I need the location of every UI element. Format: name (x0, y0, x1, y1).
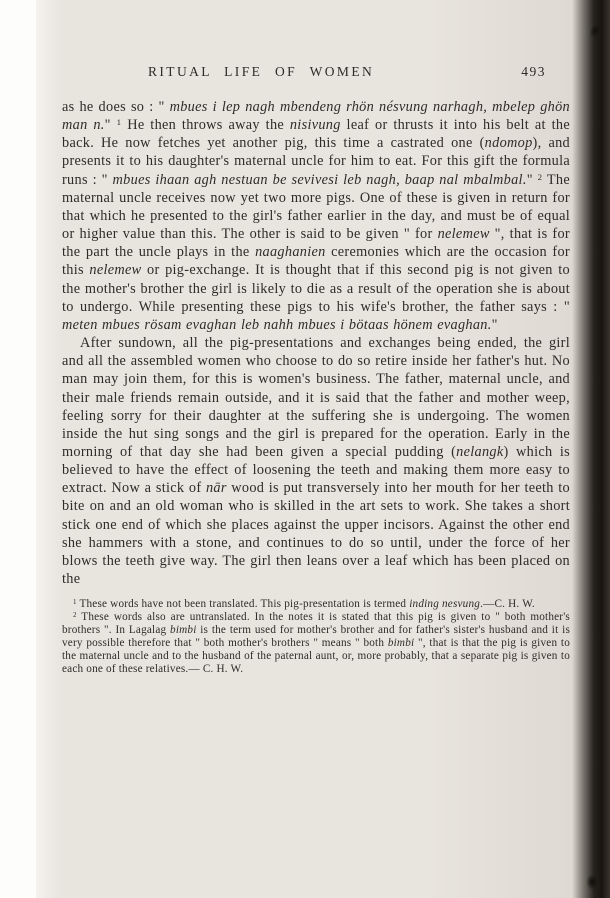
italic-term: ndomop (484, 135, 533, 152)
page-edge-shadow (572, 0, 610, 898)
footnotes (62, 598, 570, 675)
text-run: as he does so : " (62, 99, 170, 115)
text-run: " (104, 117, 117, 134)
page-content (62, 64, 570, 676)
page-number: 493 (521, 64, 546, 79)
text-run: ) which is believed to have the effect of loosening the teeth and making them more easy to extract. Now a stick of (62, 443, 570, 497)
italic-term: naaghanien (255, 244, 326, 261)
text-run: leaf or thrusts it into his belt at the back. He now fetches yet another pig, this time a castrated one ( (62, 117, 570, 152)
italic-term: mbues i lep nagh mbendeng rhön nésvung narhagh, mbelep ghön man n. (62, 99, 570, 134)
footnote-marker: 2 (73, 611, 77, 620)
text-run: These words have not been translated. This pig-presentation is termed (76, 598, 410, 611)
text-run: " (526, 171, 538, 188)
body-text (62, 98, 570, 588)
footnote-marker: 1 (116, 117, 122, 128)
italic-term: inding nesvung (409, 598, 481, 611)
paragraph (62, 98, 570, 334)
text-run: ceremonies which are the occasion for this (62, 244, 570, 279)
text-run: is the term used for mother's brother and for father's sister's husband and it is very possible therefore that " both mother's brothers " means " both (62, 624, 570, 649)
italic-term: mbues ihaan agh nestuan be sevivesi leb nagh, baap nal mbalmbal. (112, 171, 527, 188)
text-run: wood is put transversely into her mouth for her teeth to bite on and an old woman who is skilled in the art sets to work. She takes a short stick one end of which she places against the upper incisors. Against the other end she hammers with a stone, and continues to do so until, under the force of her blows the teeth give way. The girl then leans over a leaf which has been placed on the (62, 480, 570, 588)
italic-term: nār (205, 480, 227, 497)
text-run: ", that is that the pig is given to the maternal uncle and to the husband of the paternal aunt, or, more probably, that a separate pig is given to each one of these relatives.— C. H. W. (62, 636, 571, 675)
italic-term: nelangk (456, 443, 504, 460)
running-title: RITUAL LIFE OF WOMEN (148, 64, 375, 79)
italic-term: bimbi (170, 624, 197, 637)
text-run: ), and presents it to his daughter's maternal uncle for him to eat. For this gift the formula runs : " (62, 135, 570, 188)
text-run: ", that is for the part the uncle plays in the (62, 226, 570, 261)
italic-term: bimbi (387, 636, 415, 649)
text-run: " (491, 316, 498, 333)
italic-term: nelemew (437, 226, 490, 243)
footnote-marker: 1 (73, 598, 77, 607)
running-header (62, 64, 570, 84)
text-run: After sundown, all the pig-presentations and exchanges being ended, the girl and all the assembled women who choose to do so retire inside her father's hut. No man may join them, for this is women's business. The father, maternal uncle, and their male friends remain outside, and it is said that the father and mother weep, feeling sorry for their daughter at the suffering she is undergoing. The women inside the hut sing songs and the girl is prepared for the operation. Early in the morning of that day she had been given a special pudding ( (62, 335, 570, 460)
paragraph (62, 334, 570, 588)
italic-term: nelemew (89, 262, 142, 279)
footnote-marker: 2 (537, 171, 543, 182)
italic-term: nisivung (289, 117, 341, 134)
text-run: or pig-exchange. It is thought that if this second pig is not given to the mother's brother the girl is likely to die as a result of the operation she is about to undergo. While presenting these pigs to his wife's brother, the father says : " (62, 262, 570, 315)
text-run: .—C. H. W. (480, 598, 535, 611)
footnote (62, 598, 570, 611)
text-run: These words also are untranslated. In the notes it is stated that this pig is given to " both mother's brothers ". In Lagalag (62, 611, 570, 637)
italic-term: meten mbues rösam evaghan leb nahh mbues i bötaas hönem evaghan. (62, 316, 492, 333)
footnote (62, 611, 570, 676)
scan-artifact-bottom-right (586, 874, 598, 890)
text-run: The maternal uncle receives now yet two more pigs. One of these is given in return for that which he presented to the girl's father earlier in the day, and must be of equal or higher value than this. The other is said to be given " for (62, 171, 571, 243)
text-run: He then throws away the (121, 117, 290, 134)
